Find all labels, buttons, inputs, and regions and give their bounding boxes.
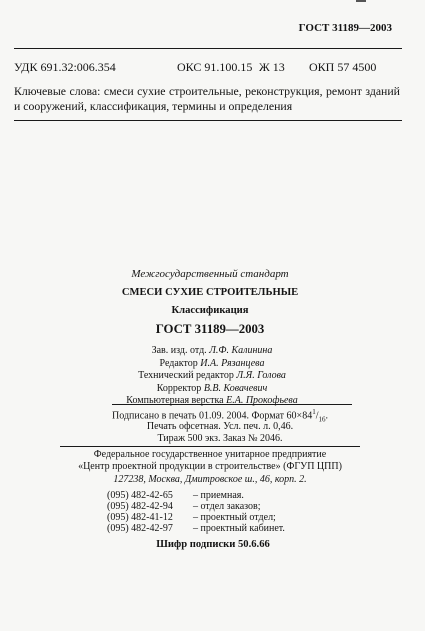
publisher-line-2: «Центр проектной продукции в строительстве» (ФГУП ЦПП) [78, 461, 342, 472]
signed-for-print: Подписано в печать 01.09. 2004. Формат $60\times 84^1/_{16}$. [112, 408, 328, 424]
standard-code: ГОСТ 31189—2003 [155, 322, 265, 336]
subscription-cipher: Шифр подписки 50.6.66 [156, 539, 270, 550]
credit-row: Корректор В.В. Ковачевич [156, 382, 268, 394]
zh-code: Ж 13 [259, 60, 285, 74]
printing-divider [112, 404, 352, 405]
print-type: Печать офсетная. Усл. печ. л. 0,46. [146, 421, 294, 432]
credit-row: Технический редактор Л.Я. Голова [138, 370, 286, 381]
okp-code: ОКП 57 4500 [309, 60, 377, 74]
standard-subtitle: Классификация [171, 305, 249, 316]
credit-row: Зав. изд. отд. Л.Ф. Калинина [151, 345, 273, 356]
header-divider [14, 48, 402, 49]
standard-title: СМЕСИ СУХИЕ СТРОИТЕЛЬНЫЕ [121, 287, 299, 298]
standard-code-header: ГОСТ 31189—2003 [298, 22, 392, 34]
credits-block [112, 345, 312, 408]
scan-mark [356, 0, 366, 2]
standard-kind: Межгосударственный стандарт [131, 268, 289, 280]
publisher-address: 127238, Москва, Дмитровское ш., 46, корп. 2. [113, 474, 307, 485]
publisher-divider [60, 446, 360, 447]
credit-row: Компьютерная верстка Е.А. Прокофьева [126, 395, 298, 406]
print-run: Тираж 500 экз. Заказ № 2046. [157, 433, 283, 444]
oks-code: ОКС 91.100.15 [177, 60, 253, 74]
credit-row: Редактор И.А. Рязанцева [159, 357, 265, 369]
publisher-line-1: Федеральное государственное унитарное предприятие [93, 449, 327, 460]
keywords-divider [14, 120, 402, 121]
udk-code: УДК 691.32:006.354 [14, 60, 116, 74]
keywords-paragraph: Ключевые слова: смеси сухие строительные, реконструкция, ремонт зданий и сооружений, классификация, термины и определения [14, 84, 400, 113]
